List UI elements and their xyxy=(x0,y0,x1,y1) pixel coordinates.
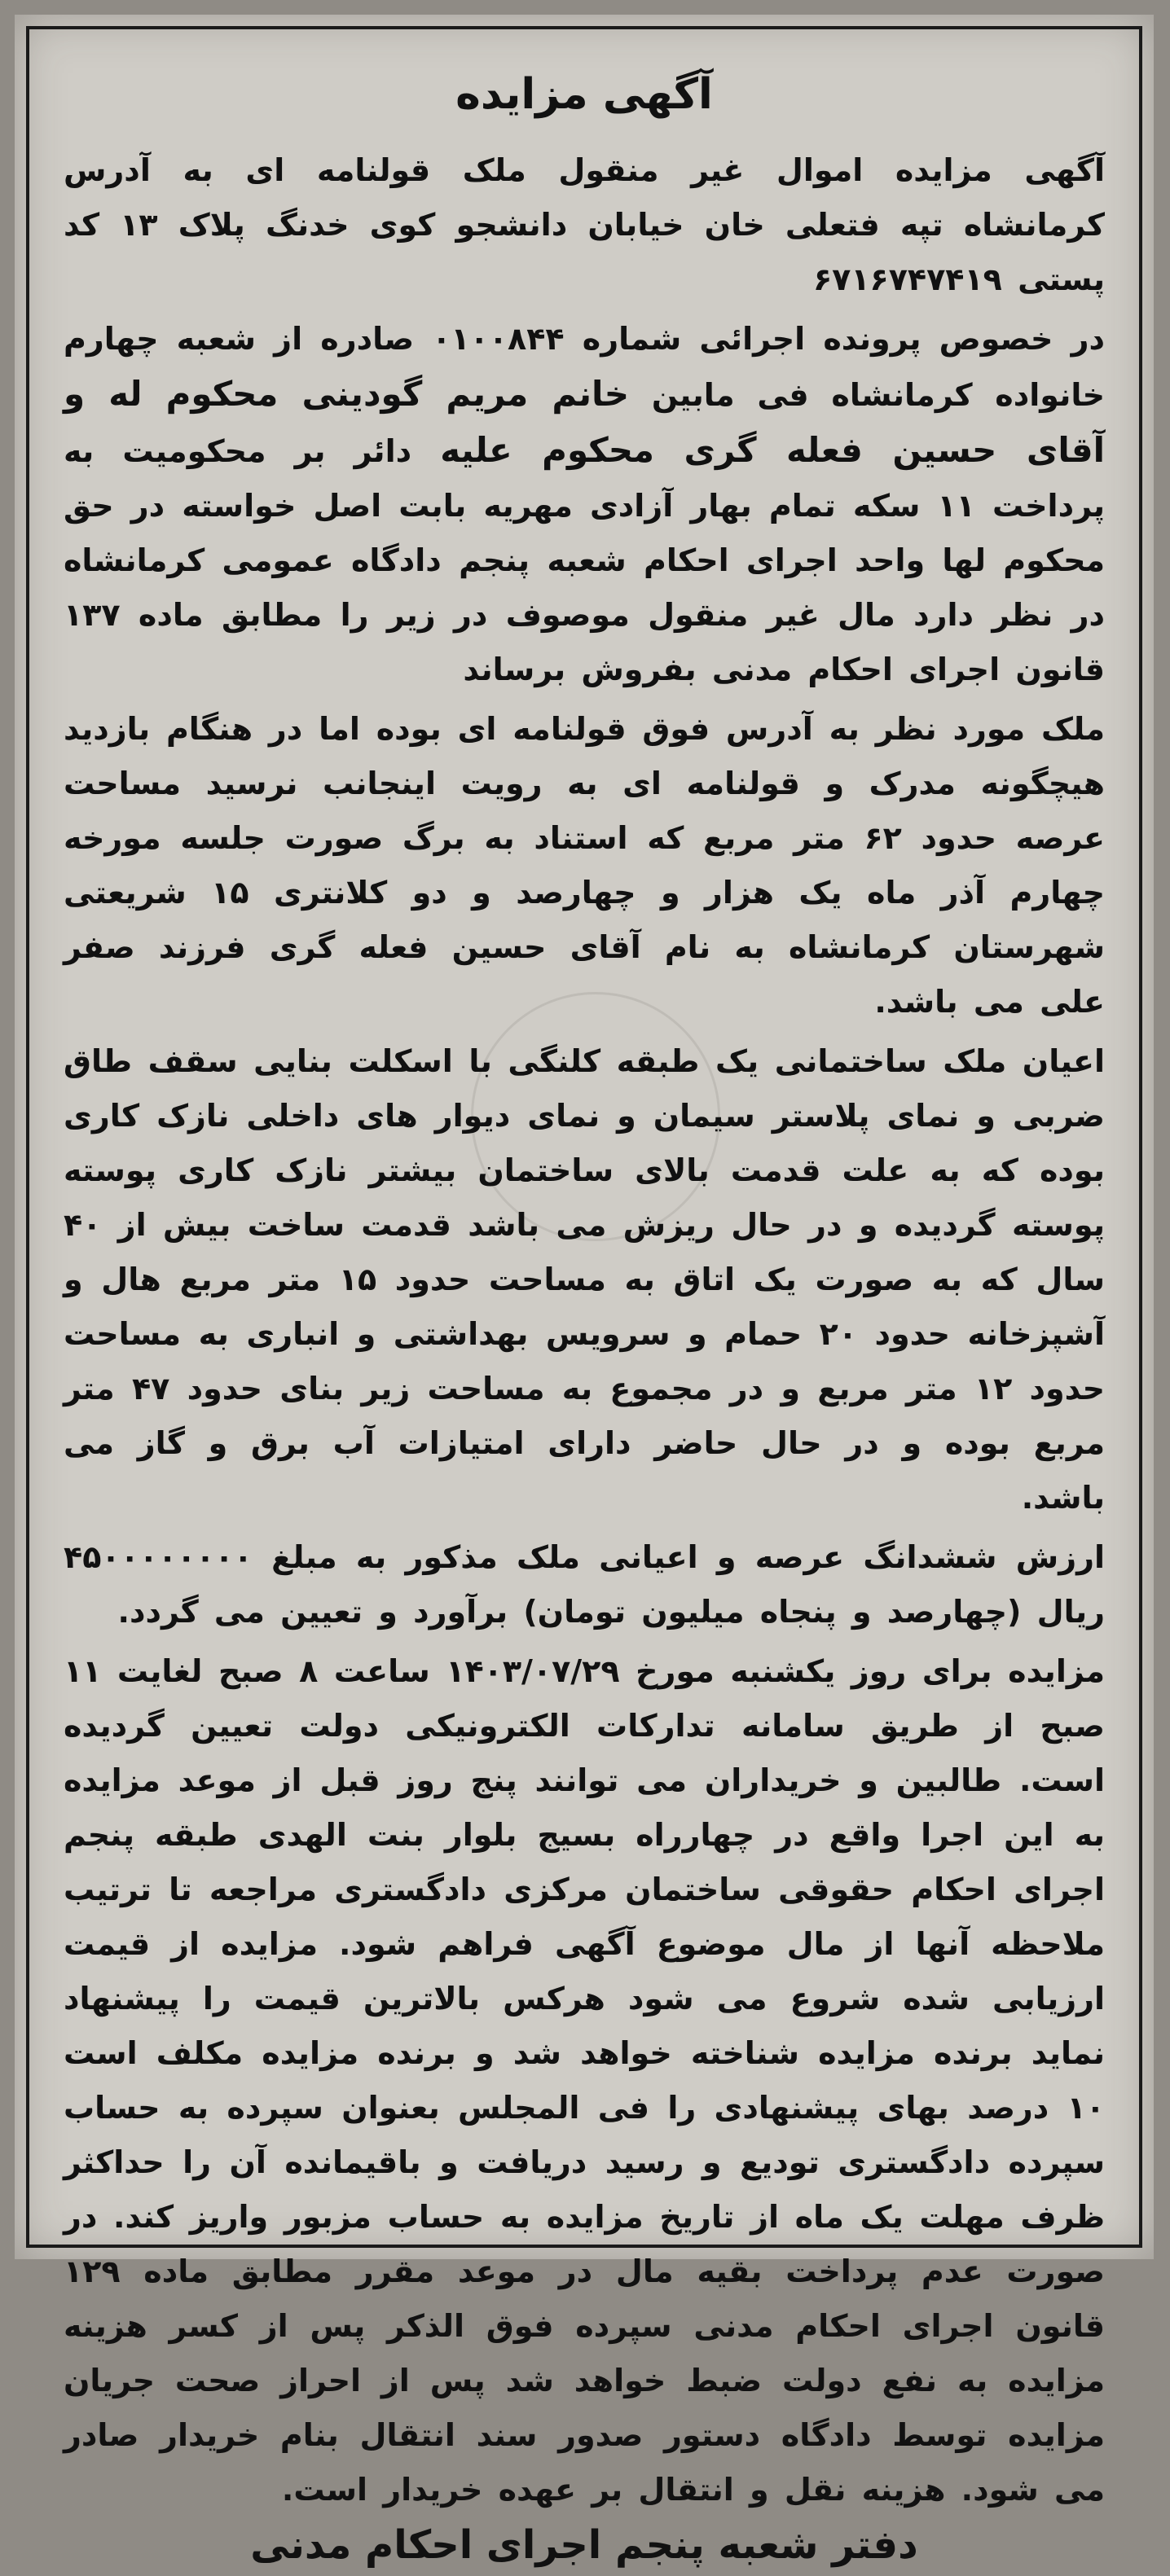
newspaper-clipping xyxy=(15,15,1154,2568)
paragraph-text: ارزش ششدانگ عرصه و اعیانی ملک مذکور به مبلغ ۴۵۰۰۰۰۰۰۰۰ ریال (چهارصد و پنجاه میلیون تومان) برآورد و تعیین می گردد. xyxy=(64,1539,1105,1630)
notice-paragraph xyxy=(64,1644,1105,2517)
paragraph-text: در خصوص پرونده اجرائی شماره ۰۱۰۰۸۴۴ صادره از شعبه چهارم خانواده کرمانشاه فی مابین xyxy=(64,321,1105,413)
notice-title: آگهی مزایده xyxy=(455,70,713,119)
notice-frame xyxy=(26,26,1142,2568)
notice-body xyxy=(64,143,1105,2522)
paragraph-text: دائر بر محکومیت به پرداخت ۱۱ سکه تمام بهار آزادی مهریه بابت اصل خواسته در حق محکوم لها واحد اجرای احکام شعبه پنجم دادگاه عمومی کرمانشاه در نظر دارد مال غیر منقول موصوف در زیر را مطابق ماده ۱۳۷ قانون اجرای احکام مدنی بفروش برساند xyxy=(64,433,1105,687)
notice-footer-signature: دفتر شعبه پنجم اجرای احکام مدنی xyxy=(250,2522,918,2568)
paragraph-text: اعیان ملک ساختمانی یک طبقه کلنگی با اسکلت بنایی سقف طاق ضربی و نمای پلاستر سیمان و نمای دیوار های داخلی نازک کاری بوده که به علت قدمت بالای ساختمان بیشتر نازک کاری پوسته پوسته گردیده و در حال ریزش می باشد قدمت ساخت بیش از ۴۰ سال که به صورت یک اتاق به مساحت حدود ۱۵ متر مربع هال و آشپزخانه حدود ۲۰ حمام و سرویس بهداشتی و انباری به مساحت حدود ۱۲ متر مربع و در مجموع به مساحت زیر بنای حدود ۴۷ متر مربع بوده و در حال حاضر دارای امتیازات آب برق و گاز می باشد. xyxy=(64,1043,1105,1516)
notice-paragraph xyxy=(64,143,1105,307)
notice-paragraph xyxy=(64,1034,1105,1525)
paragraph-text: ملک مورد نظر به آدرس فوق قولنامه ای بوده اما در هنگام بازدید هیچگونه مدرک و قولنامه ای به رویت اینجانب نرسید مساحت عرصه حدود ۶۲ متر مربع که استناد به برگ صورت جلسه مورخه چهارم آذر ماه یک هزار و چهارصد و دو کلانتری ۱۵ شریعتی شهرستان کرمانشاه به نام آقای حسین فعله گری فرزند صفر علی می باشد. xyxy=(64,711,1105,1020)
notice-paragraph xyxy=(64,702,1105,1029)
party-names: خانم مریم گودینی محکوم له و آقای حسین فعله گری محکوم علیه xyxy=(64,374,1105,470)
notice-paragraph xyxy=(64,312,1105,697)
notice-paragraph xyxy=(64,1530,1105,1639)
paragraph-text: آگهی مزایده اموال غیر منقول ملک قولنامه ای به آدرس کرمانشاه تپه فتعلی خان خیابان دانشجو کوی خدنگ پلاک ۱۳ کد پستی ۶۷۱۶۷۴۷۴۱۹ xyxy=(64,152,1106,297)
paragraph-text: مزایده برای روز یکشنبه مورخ ۱۴۰۳/۰۷/۲۹ ساعت ۸ صبح لغایت ۱۱ صبح از طریق سامانه تدارکات الکترونیکی دولت تعیین گردیده است. طالبین و خریداران می توانند پنج روز قبل از موعد مزایده به این اجرا واقع در چهارراه بسیج بلوار بنت الهدی طبقه پنجم اجرای احکام حقوقی ساختمان مرکزی دادگستری مراجعه تا ترتیب ملاحظه آنها از مال موضوع آگهی فراهم شود. مزایده از قیمت ارزیابی شده شروع می شود هرکس بالاترین قیمت را پیشنهاد نماید برنده مزایده شناخته خواهد شد و برنده مزایده مکلف است ۱۰ درصد بهای پیشنهادی را فی المجلس بعنوان سپرده به حساب سپرده دادگستری تودیع و رسید دریافت و باقیمانده آن را حداکثر ظرف مهلت یک ماه از تاریخ مزایده به حساب مزبور واریز کند. در صورت عدم پرداخت بقیه مال در موعد مقرر مطابق ماده ۱۲۹ قانون اجرای احکام مدنی سپرده فوق الذکر پس از کسر هزینه مزایده به نفع دولت ضبط خواهد شد پس از احراز صحت جریان مزایده توسط دادگاه دستور صدور سند انتقال بنام خریدار صادر می شود. هزینه نقل و انتقال بر عهده خریدار است. xyxy=(64,1653,1106,2508)
